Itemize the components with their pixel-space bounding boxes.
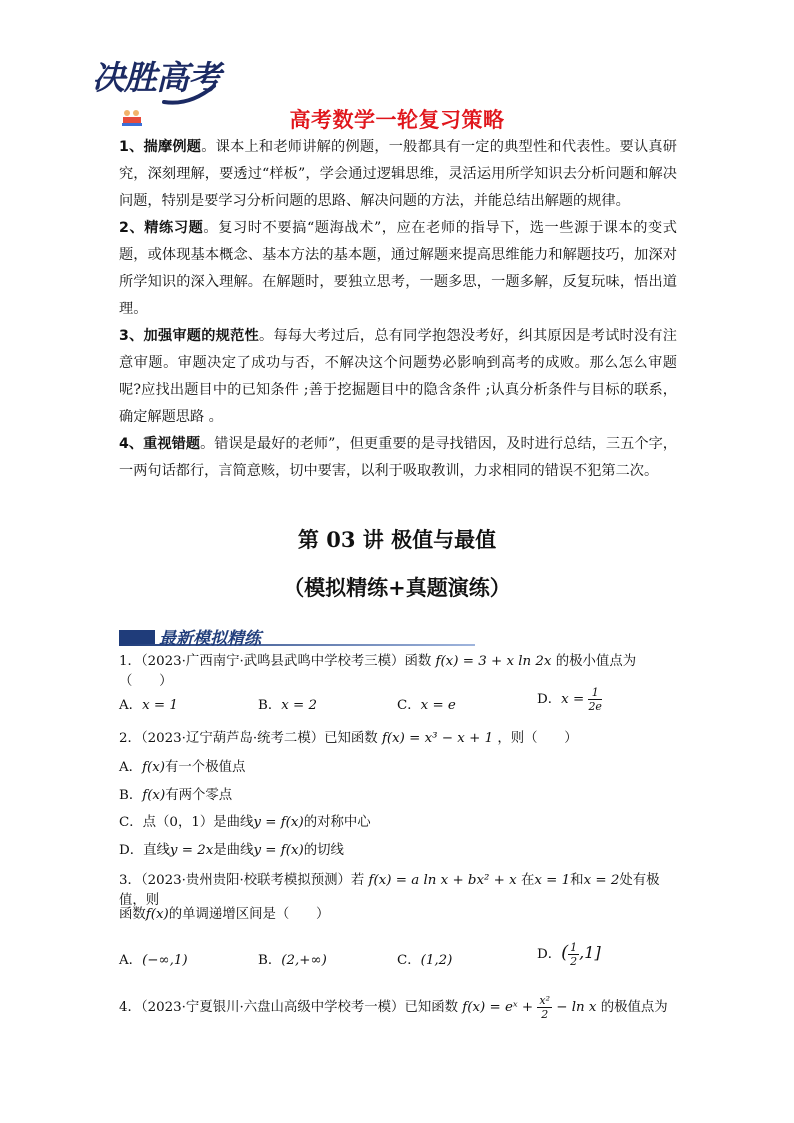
lecture-title: 第 03 讲 极值与最值 xyxy=(297,527,497,552)
strategy-item xyxy=(119,134,677,215)
strategy-item xyxy=(119,215,677,323)
strategy-text: 。课本上和老师讲解的例题，一般都具有一定的典型性和代表性。要认真研究，深刻理解，要透过“样板”，学会通过逻辑思维，灵活运用所学知识去分析问题和解决问题，特别是要学习分析问题的思路、解决问题的方法，并能总结出解题的规律。 xyxy=(119,139,677,209)
option-a: A．(−∞,1) xyxy=(119,953,188,968)
banner-bar xyxy=(119,630,155,644)
formula: f(x) = 3 + x ln 2x xyxy=(435,654,552,669)
formula: f(x) = a ln x + bx² + x xyxy=(368,873,517,888)
question-4: 4．（2023·宁夏银川·六盘山高级中学校考一模）已知函数 f(x) = eˣ + $\frac{\text{x²}}{2}$ − ln x 的极值点为 xyxy=(119,994,668,1021)
section-label: 最新模拟精练 xyxy=(159,629,261,649)
option-c: C．x = e xyxy=(397,698,456,713)
option-c: C．(1,2) xyxy=(397,953,453,968)
strategy-section xyxy=(119,134,677,485)
strategy-label: 4、重视错题 xyxy=(119,436,201,452)
page-title: 高考数学一轮复习策略 xyxy=(289,108,505,132)
swoosh-icon xyxy=(162,84,217,106)
question-stem: 3．（2023·贵州贵阳·校联考模拟预测）若 xyxy=(119,873,365,888)
question-tail: 的极小值点为（ ） xyxy=(119,654,637,689)
question-2 xyxy=(119,729,679,749)
question-tail: 的极值点为 xyxy=(600,1000,668,1015)
formula: f(x) = eˣ + xyxy=(462,1000,534,1015)
section-banner xyxy=(119,624,475,650)
option-d: D．x = $\frac{1}{2e}$ xyxy=(537,686,602,713)
logo-text: 决胜高考 xyxy=(92,58,220,97)
option-d: D．直线y = 2x是曲线y = f(x)的切线 xyxy=(119,843,344,858)
option-b: B．(2,+∞) xyxy=(258,953,327,968)
strategy-text: 。错误是最好的老师”，但更重要的是寻找错因，及时进行总结，三五个字，一两句话都行，言简意赅，切中要害，以利于吸取教训，力求相同的错误不犯第二次。 xyxy=(119,436,677,479)
option-d: D．( $\frac{1}{2}$ ,1] xyxy=(537,941,601,968)
option-a: A．f(x)有一个极值点 xyxy=(119,760,246,775)
option-c: C．点（0，1）是曲线y = f(x)的对称中心 xyxy=(119,815,371,830)
strategy-text: 。复习时不要搞“题海战术”，应在老师的指导下，选一些源于课本的变式题，或体现基本概念、基本方法的基本题，通过解题来提高思维能力和解题技巧，加深对所学知识的深入理解。在解题时，要独立思考，一题多思，一题多解，反复玩味，悟出道理。 xyxy=(119,220,677,317)
strategy-label: 3、加强审题的规范性 xyxy=(119,328,259,344)
question-stem: 1．（2023·广西南宁·武鸣县武鸣中学校考三模）函数 xyxy=(119,654,432,669)
option-b: B．x = 2 xyxy=(258,698,318,713)
question-tail: ，则（ ） xyxy=(497,731,578,746)
question-stem: 2．（2023·辽宁葫芦岛·统考二模）已知函数 xyxy=(119,731,378,746)
strategy-item xyxy=(119,431,677,485)
lecture-subtitle: （模拟精练+真题演练） xyxy=(283,575,511,600)
formula: f(x) = x³ − x + 1 xyxy=(381,731,494,746)
strategy-label: 2、精练习题 xyxy=(119,220,204,236)
strategy-label: 1、揣摩例题 xyxy=(119,139,202,155)
strategy-item xyxy=(119,323,677,431)
strategy-text: 。每每大考过后，总有同学抱怨没考好，纠其原因是考试时没有注意审题。审题决定了成功与否，不解决这个问题势必影响到高考的成败。那么怎么审题呢?应找出题目中的已知条件 ;善于挖掘题目中的隐含条件 ;认真分析条件与目标的联系，确定解题思路 。 xyxy=(119,328,677,425)
option-b: B．f(x)有两个零点 xyxy=(119,788,233,803)
option-a: A．x = 1 xyxy=(119,698,178,713)
question-3: 3．（2023·贵州贵阳·校联考模拟预测）若 f(x) = a ln x + bx² + x 在x = 1和x = 2处有极值，则 xyxy=(119,873,660,908)
question-stem: 4．（2023·宁夏银川·六盘山高级中学校考一模）已知函数 xyxy=(119,1000,459,1015)
question-3-line2: 函数f(x)的单调递增区间是（ ） xyxy=(119,907,330,922)
